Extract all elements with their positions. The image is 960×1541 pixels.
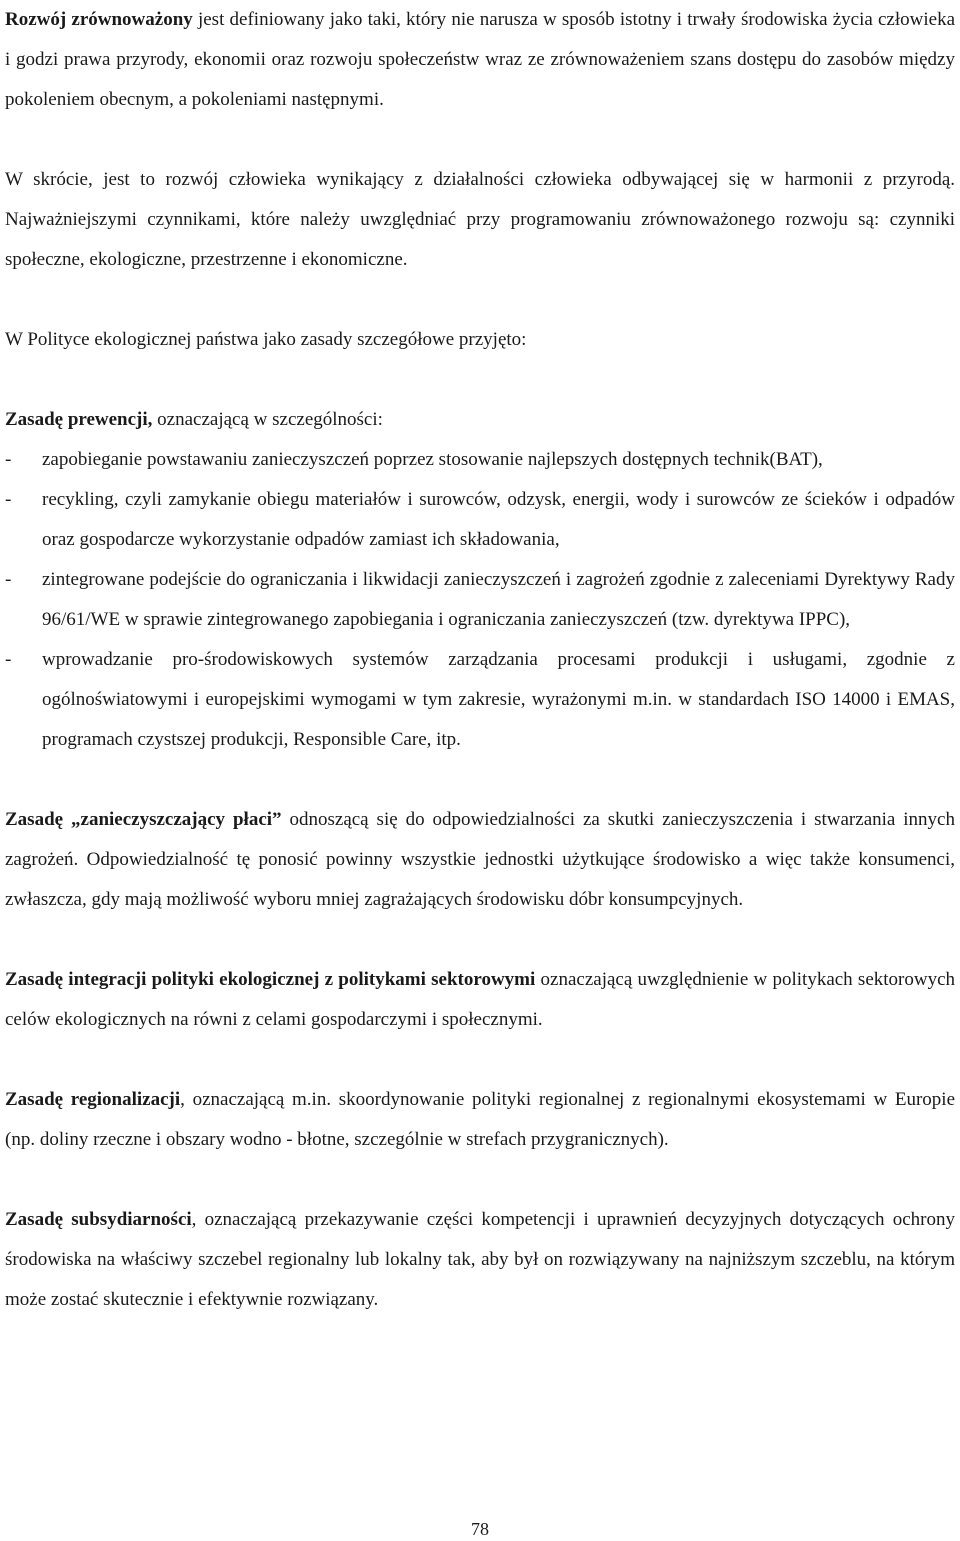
subsidiarity-text: , oznaczającą przekazywanie części kompetencji i uprawnień decyzyjnych dotyczących ochrony środowiska na właściwy szczebel regionalny lub lokalny tak, aby był on rozwiązywany na najniższym szczeblu, na którym może zostać skutecznie i efektywnie rozwiązany.	[5, 1209, 955, 1310]
paragraph-polluter-pays	[5, 800, 955, 920]
list-item-text: zintegrowane podejście do ograniczania i likwidacji zanieczyszczeń i zagrożeń zgodnie z zaleceniami Dyrektywy Rady 96/61/WE w sprawie zintegrowanego zapobiegania i ograniczania zanieczyszczeń (tzw. dyrektywa IPPC),	[42, 569, 955, 630]
term-subsidiarity: Zasadę subsydiarności	[5, 1209, 192, 1230]
list-marker: -	[5, 449, 12, 470]
paragraph-policy-intro: W Polityce ekologicznej państwa jako zasady szczegółowe przyjęto:	[5, 329, 527, 350]
paragraph-regionalization	[5, 1080, 955, 1160]
list-item	[5, 560, 955, 640]
list-marker: -	[5, 489, 12, 510]
list-item	[5, 440, 955, 480]
list-item-text: recykling, czyli zamykanie obiegu materiałów i surowców, odzysk, energii, wody i surowców ze ścieków i odpadów oraz gospodarcze wykorzystanie odpadów zamiast ich składowania,	[42, 489, 955, 550]
prevention-list	[5, 440, 955, 760]
list-item-text: zapobieganie powstawaniu zanieczyszczeń poprzez stosowanie najlepszych dostępnych technik(BAT),	[42, 449, 823, 470]
paragraph-integration	[5, 960, 955, 1040]
term-sustainable-development: Rozwój zrównoważony	[5, 9, 193, 30]
term-polluter-pays: Zasadę „zanieczyszczający płaci”	[5, 809, 282, 830]
paragraph-subsidiarity	[5, 1200, 955, 1320]
page-number: 78	[471, 1519, 489, 1539]
paragraph-prevention	[5, 400, 955, 440]
regionalization-text: , oznaczającą m.in. skoordynowanie polityki regionalnej z regionalnymi ekosystemami w Europie (np. doliny rzeczne i obszary wodno - błotne, szczególnie w strefach przygranicznych).	[5, 1089, 956, 1150]
polluter-pays-text: odnoszącą się do odpowiedzialności za skutki zanieczyszczenia i stwarzania innych zagrożeń. Odpowiedzialność tę ponosić powinny wszystkie jednostki użytkujące środowisko a więc także konsumenci, zwłaszcza, gdy mają możliwość wyboru mniej zagrażających środowisku dóbr konsumpcyjnych.	[5, 809, 955, 910]
prevention-text: oznaczającą w szczególności:	[152, 409, 383, 430]
list-marker: -	[5, 649, 12, 670]
document-page	[5, 0, 955, 1320]
list-item	[5, 640, 955, 760]
list-marker: -	[5, 569, 12, 590]
term-regionalization: Zasadę regionalizacji	[5, 1089, 181, 1110]
paragraph-sustainable-development	[5, 0, 955, 120]
term-integration: Zasadę integracji polityki ekologicznej z politykami sektorowymi	[5, 969, 536, 990]
definition-text: jest definiowany jako taki, który nie narusza w sposób istotny i trwały środowiska życia człowieka i godzi prawa przyrody, ekonomii oraz rozwoju społeczeństw wraz ze zrównoważeniem szans dostępu do zasobów między pokoleniem obecnym, a pokoleniami następnymi.	[5, 9, 956, 110]
list-item	[5, 480, 955, 560]
integration-text: oznaczającą uwzględnienie w politykach sektorowych celów ekologicznych na równi z celami gospodarczymi i społecznymi.	[5, 969, 956, 1030]
list-item-text: wprowadzanie pro-środowiskowych systemów zarządzania procesami produkcji i usługami, zgodnie z ogólnoświatowymi i europejskimi wymogami w tym zakresie, wyrażonymi m.in. w standardach ISO 14000 i EMAS, programach czystszej produkcji, Responsible Care, itp.	[42, 649, 955, 750]
paragraph-summary: W skrócie, jest to rozwój człowieka wynikający z działalności człowieka odbywającej się w harmonii z przyrodą. Najważniejszymi czynnikami, które należy uwzględniać przy programowaniu zrównoważonego rozwoju są: czynniki społeczne, ekologiczne, przestrzenne i ekonomiczne.	[5, 169, 955, 270]
term-prevention: Zasadę prewencji,	[5, 409, 153, 430]
